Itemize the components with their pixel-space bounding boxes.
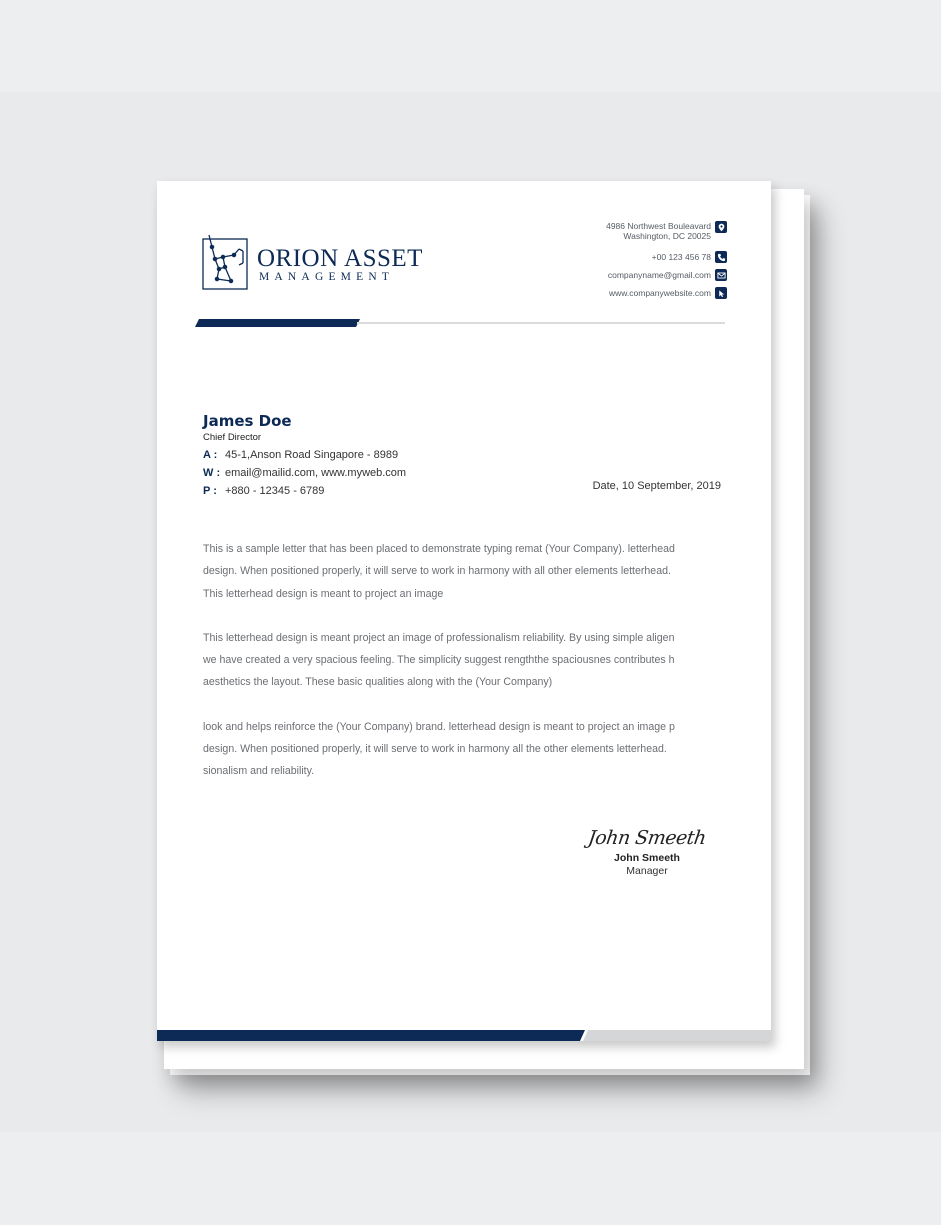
cursor-icon — [715, 287, 727, 299]
body-line: This letterhead design is meant project an image of professionalism reliability. By using simple aligen — [203, 631, 675, 644]
body-paragraph-2 — [203, 627, 731, 694]
contact-email — [467, 269, 727, 281]
company-subtitle: MANAGEMENT — [259, 271, 395, 283]
footer-gray-bar — [583, 1030, 771, 1041]
envelope-icon — [715, 269, 727, 281]
website-text: www.companywebsite.com — [608, 288, 711, 298]
letter-date: Date, 10 September, 2019 — [592, 480, 721, 492]
body-line: design. When positioned properly, it will serve to work in harmony with all other elements letterhead. — [203, 565, 671, 578]
recipient-web: email@mailid.com, www.myweb.com — [225, 467, 407, 479]
contact-address — [467, 221, 727, 241]
web-key: W : — [203, 467, 221, 479]
contact-block — [467, 221, 727, 305]
recipient-web-row — [203, 467, 523, 480]
address-line-1: 4986 Northwest Bouleavard — [606, 221, 711, 231]
header-accent-bar — [195, 319, 360, 327]
recipient-name: James Doe — [203, 412, 292, 430]
body-line: design. When positioned properly, it will serve to work in harmony all the other elements letterhead. — [203, 743, 667, 756]
phone-key: P : — [203, 485, 217, 497]
email-text: companyname@gmail.com — [607, 270, 711, 280]
recipient-phone: +880 - 12345 - 6789 — [225, 485, 325, 497]
company-name: ORION ASSET — [257, 245, 423, 272]
recipient-title: Chief Director — [203, 432, 262, 443]
letterhead-page — [157, 181, 771, 1041]
signatory-role: Manager — [626, 865, 668, 877]
header-divider-line — [357, 322, 725, 324]
address-line-2: Washington, DC 20025 — [623, 231, 711, 241]
body-line: aesthetics the layout. These basic qualities along with the (Your Company) — [203, 676, 553, 689]
address-key: A : — [203, 449, 218, 461]
body-paragraph-1 — [203, 538, 731, 605]
handwritten-signature: John Smeeth — [586, 827, 708, 849]
body-line: sionalism and reliability. — [203, 765, 315, 778]
body-line: look and helps reinforce the (Your Company) brand. letterhead design is meant to project an image p — [203, 720, 675, 733]
recipient-block — [203, 412, 523, 498]
body-line: we have created a very spacious feeling. The simplicity suggest rengththe spaciousnes contributes h — [203, 654, 675, 667]
signature-block — [587, 826, 707, 877]
body-line: This letterhead design is meant to project an image — [203, 587, 444, 600]
phone-icon — [715, 251, 727, 263]
company-logo — [201, 233, 431, 293]
phone-text: +00 123 456 78 — [651, 252, 711, 262]
body-line: This is a sample letter that has been placed to demonstrate typing remat (Your Company). letterhead — [203, 543, 675, 555]
orion-constellation-icon — [201, 233, 249, 291]
contact-phone — [467, 251, 727, 263]
recipient-phone-row — [203, 485, 523, 498]
signatory-name: John Smeeth — [614, 852, 680, 864]
recipient-address: 45-1,Anson Road Singapore - 8989 — [225, 449, 399, 461]
footer-accent-bar — [157, 1030, 585, 1041]
location-pin-icon — [715, 221, 727, 233]
letter-body — [203, 538, 731, 805]
recipient-address-row — [203, 449, 523, 462]
body-paragraph-3 — [203, 716, 731, 783]
contact-website — [467, 287, 727, 299]
